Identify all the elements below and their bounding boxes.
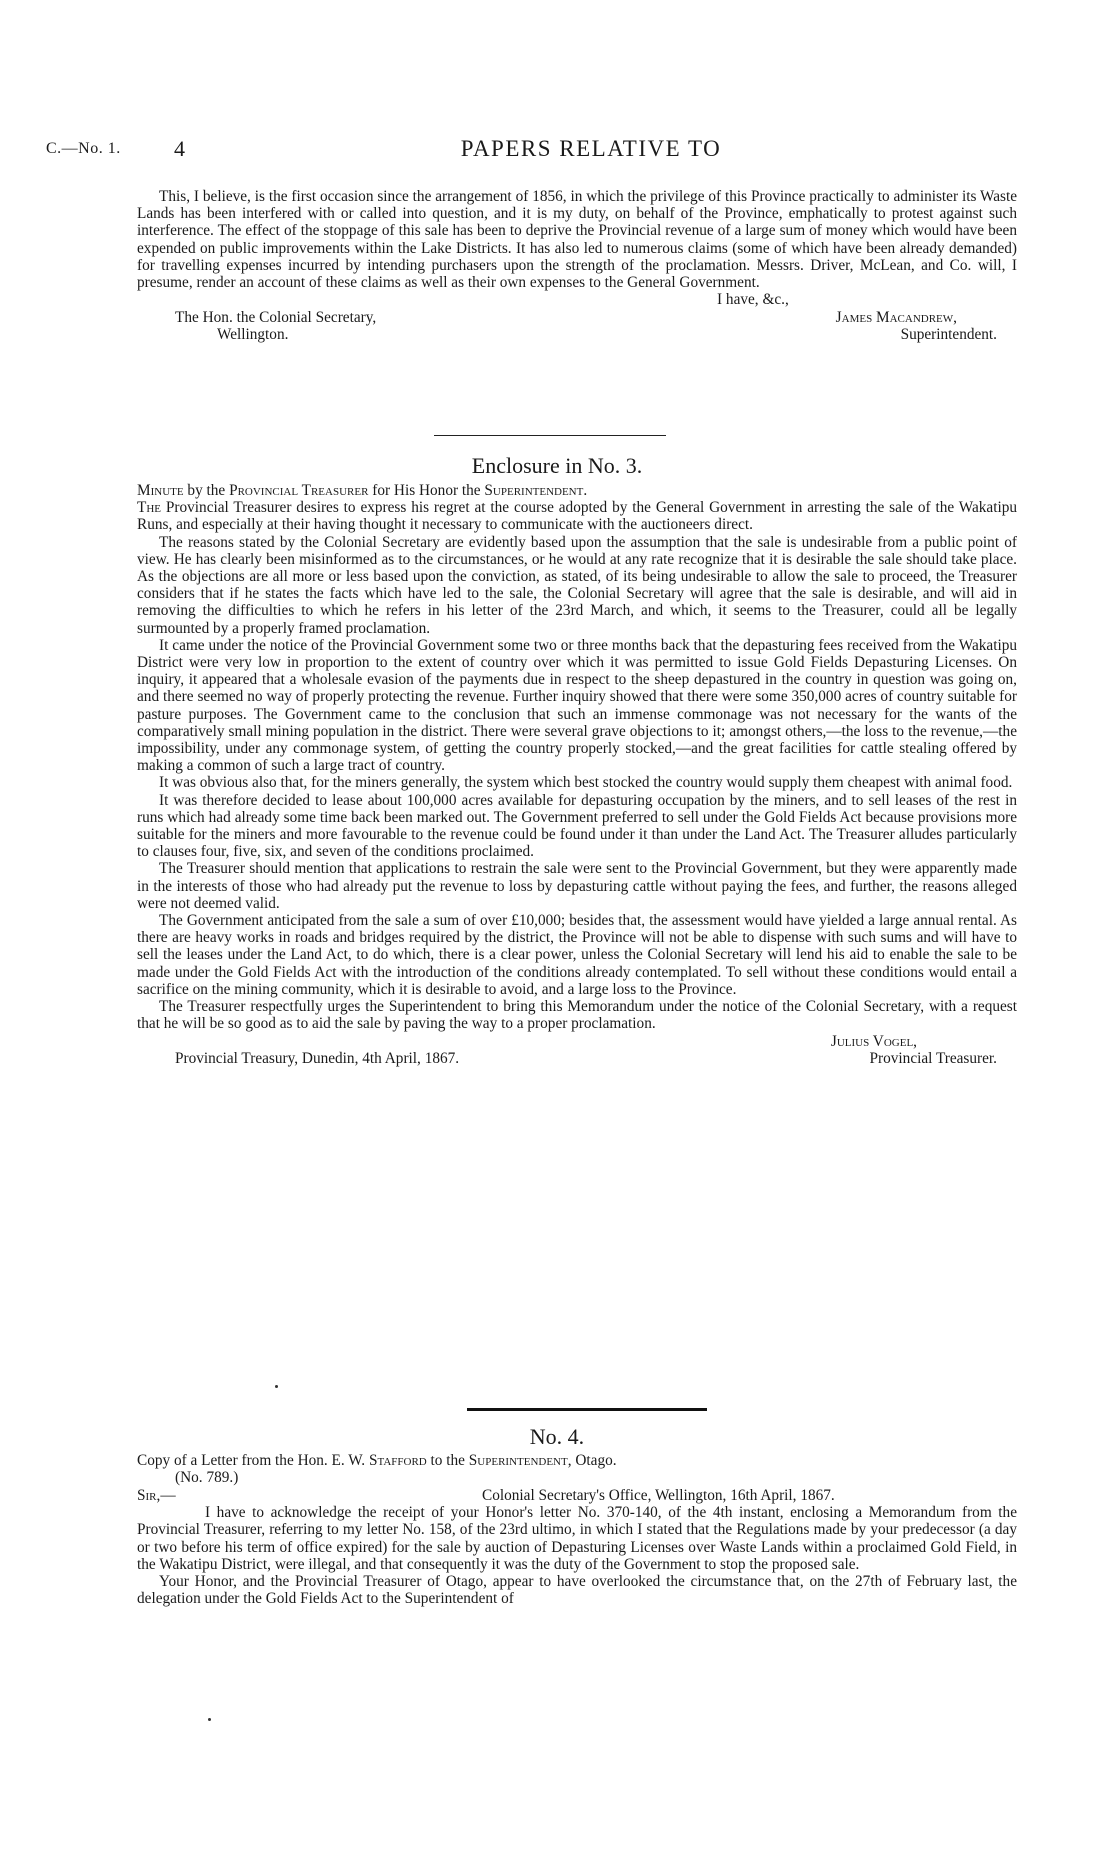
- section-divider-thick: [467, 1408, 707, 1411]
- letter-paragraph: Your Honor, and the Provincial Treasurer of Otago, appear to have overlooked the circumstance that, on the 27th of February last, the delegation under the Gold Fields Act to the Superintendent of: [137, 1573, 1017, 1608]
- minute-paragraph: The Treasurer should mention that applications to restrain the sale were sent to the Provincial Government, but they were apparently made in the interests of those who had already put the revenue to loss by depasturing cattle without paying the fees, and further, the reasons alleged were not deemed valid.: [137, 860, 1017, 912]
- letter-subheading: Copy of a Letter from the Hon. E. W. Stafford to the Superintendent, Otago.: [137, 1452, 617, 1469]
- minute-paragraph: It came under the notice of the Provincial Government some two or three months back that the depasturing fees received from the Wakatipu District were very low in proportion to the extent of country over which it was permitted to issue Gold Fields Depasturing Licenses. On inquiry, it appeared that a wholesale evasion of the payments due in respect to the sheep depastured in the country in question was going on, and there seemed no way of properly protecting the revenue. Further inquiry showed that there were some 350,000 acres of country suitable for pasture purposes. The Government came to the conclusion that such an immense commonage was not necessary for the wants of the comparatively small mining population in the district. There were several grave objections to it; amongst others,—the loss to the revenue,—the impossibility, under any commonage system, of getting the country properly stocked,—and the great facilities for cattle stealing offered by making a common of such a large tract of country.: [137, 636, 1017, 775]
- letter-no4: [137, 1452, 1017, 1607]
- place-date: Provincial Treasury, Dunedin, 4th April, 1867.: [175, 1050, 460, 1067]
- minute-subheading: Minute by the Provincial Treasurer for His Honor the Superintendent.: [137, 482, 588, 499]
- minute-paragraph: It was obvious also that, for the miners generally, the system which best stocked the country would supply them cheapest with animal food.: [159, 774, 1013, 792]
- letter-number: (No. 789.): [175, 1469, 239, 1487]
- minute-paragraph: The Government anticipated from the sale a sum of over £10,000; besides that, the assessment would have yielded a large annual rental. As there are heavy works in roads and bridges required by the district, the Province will not be able to dispense with such sums and will have to sell the leases under the Land Act, to do which, there is a clear power, unless the Colonial Secretary will lend his aid to enable the sale to be made under the Gold Fields Act with the introduction of the conditions already contemplated. To sell without these conditions would entail a sacrifice on the mining community, which it is desirable to avoid, and a large loss to the Province.: [137, 912, 1017, 998]
- signature-row: [137, 309, 1017, 327]
- closing-row: [137, 291, 1017, 309]
- enclosure-body: [137, 482, 1017, 1068]
- section-divider: [434, 435, 666, 436]
- signature-row-2: [137, 1050, 1017, 1068]
- document-reference: C.—No. 1.: [46, 140, 121, 157]
- minute-paragraph: The Provincial Treasurer desires to express his regret at the course adopted by the General Government in arresting the sale of the Wakatipu Runs, and especially at their having thought it necessary to communicate with the auctioneers direct.: [137, 499, 1017, 534]
- letter-number-heading: No. 4.: [529, 1424, 585, 1449]
- signatory-name: James Macandrew,: [835, 308, 957, 326]
- letter-number-row: [137, 1469, 1017, 1487]
- signature-row: [137, 1033, 1017, 1051]
- salutation: Sir,—: [137, 1486, 176, 1504]
- print-speck: [208, 1718, 211, 1721]
- minute-paragraph: The reasons stated by the Colonial Secretary are evidently based upon the assumption that the sale is undesirable from a public point of view. He has clearly been misinformed as to the circumstances, or he would at any rate recognize that it is desirable the sale should take place. As the objections are all more or less based upon the conviction, as stated, of its being undesirable to allow the sale to proceed, the Treasurer considers that if he states the facts which have led to the sale, the Colonial Secretary will agree that the sale is desirable, and will aid in removing the difficulties to which he refers in his letter of the 23rd March, and which, it seems to the Treasurer, could all be legally surmounted by a properly framed proclamation.: [137, 533, 1017, 637]
- signatory-name: Julius Vogel,: [830, 1032, 917, 1050]
- letter-continuation: [137, 188, 1017, 344]
- letter-paragraph: I have to acknowledge the receipt of your Honor's letter No. 370-140, of the 4th instant, enclosing a Memorandum from the Provincial Treasurer, referring to my letter No. 158, of the 23rd ultimo, in which I stated that the Regulations made by your predecessor (a day or two before his term of office expired) for the sale by auction of Depasturing Licenses over Waste Lands within a proclaimed Gold Field, in the Wakatipu District, were illegal, and that consequently it was the duty of the Government to stop the proposed sale.: [137, 1504, 1017, 1573]
- salutation-row: [137, 1487, 1017, 1505]
- signatory-title: Superintendent.: [900, 326, 997, 344]
- print-speck: [275, 1385, 278, 1388]
- running-title: PAPERS RELATIVE TO: [460, 136, 722, 161]
- closing-formula: I have, &c.,: [717, 291, 789, 309]
- letter-body-paragraph: This, I believe, is the first occasion since the arrangement of 1856, in which the privilege of this Province practically to administer its Waste Lands has been interfered with or called into question, and it is my duty, on behalf of the Province, emphatically to protest against such interference. The effect of the stoppage of this sale has been to deprive the Provincial revenue of a large sum of money which would have been expended on public improvements within the Lake Districts. It has also led to numerous claims (some of which have been already demanded) for travelling expenses incurred by intending purchasers upon the strength of the proclamation. Messrs. Driver, McLean, and Co. will, I presume, render an account of these claims as well as their own expenses to the General Government.: [137, 188, 1017, 292]
- addressee-line: The Hon. the Colonial Secretary,: [175, 308, 377, 326]
- minute-paragraph: It was therefore decided to lease about 100,000 acres available for depasturing occupation by the miners, and to sell leases of the rest in runs which had already some time back been marked out. The Government preferred to sell under the Gold Fields Act because provisions more suitable for the miners and more favourable to the revenue could be found under it than under the Land Act. The Treasurer alludes particularly to clauses four, five, six, and seven of the conditions proclaimed.: [137, 791, 1017, 861]
- dateline: Colonial Secretary's Office, Wellington, 16th April, 1867.: [482, 1486, 835, 1504]
- signatory-title: Provincial Treasurer.: [869, 1050, 997, 1067]
- enclosure-heading: Enclosure in No. 3.: [471, 453, 643, 478]
- addressee-place: Wellington.: [217, 326, 289, 344]
- minute-paragraph: The Treasurer respectfully urges the Superintendent to bring this Memorandum under the notice of the Colonial Secretary, with a request that he will be so good as to aid the sale by paving the way to a proper proclamation.: [137, 998, 1017, 1033]
- page-header: [46, 136, 1076, 168]
- signature-row-2: [137, 326, 1017, 344]
- page-number: 4: [174, 136, 185, 161]
